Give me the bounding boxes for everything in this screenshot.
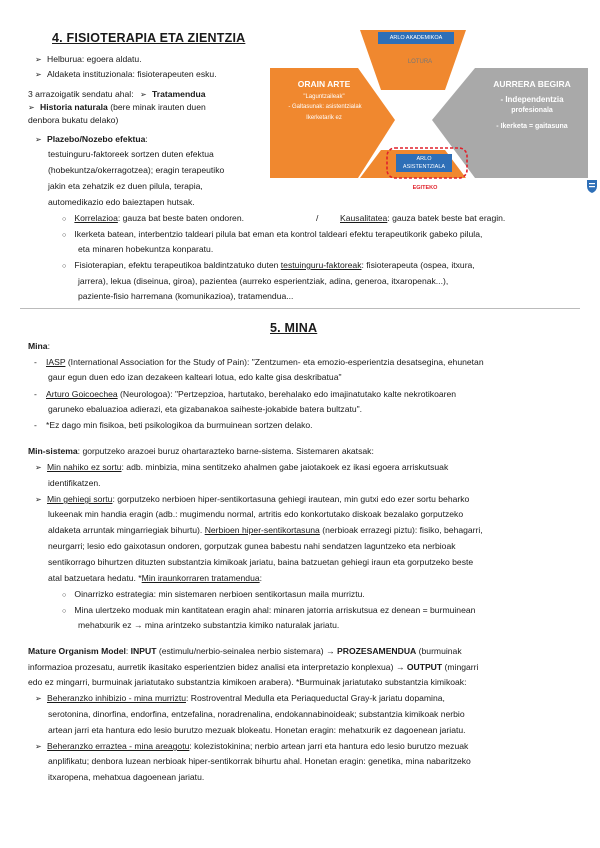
aurrera-begira-line-1: - Independentzia [500, 95, 564, 104]
circle-bullet-icon: ○ [62, 263, 67, 270]
reasons-line [28, 88, 205, 101]
historia-text-l2: denbora bukatu delako) [28, 115, 119, 125]
circle-bullet-icon: ○ [62, 608, 67, 615]
min-gehiegi-text-l4: neurgarri; lesio edo gaixotasun ondoren, gorputzak gunea babestu nahi sendatzen laguntzeko eta nerbioak [48, 541, 456, 551]
aurrera-begira-line-2: profesionala [511, 107, 553, 114]
mom-text-l2: informazioa prozesatu, aurretik ikasitako esperientzien bidez analisi eta interpretazio konplexua) → [28, 662, 407, 672]
mina-colon: : [47, 341, 50, 351]
min-nahiko-term: Min nahiko ez sortu [47, 462, 122, 472]
min-sistema-line [28, 445, 374, 457]
iasp-text: (International Association for the Study of Pain): "Zentzumen- eta emozio-esperientzia desatsegina, ehunetan [65, 357, 484, 367]
shield-logo-icon [587, 180, 597, 193]
sub-bullet-ikerketa [62, 228, 482, 242]
historia-text: (bere minak irauten duen [107, 102, 206, 112]
bullet-min-nahiko [35, 461, 448, 474]
output-label: OUTPUT [406, 662, 443, 672]
mom-label: Mature Organism Model [28, 646, 126, 656]
dash-bullet: - [34, 357, 37, 367]
bullet-aldaketa [35, 68, 217, 81]
egiteko-label: EGITEKO [412, 185, 438, 191]
min-sistema-text: : gorputzeko arazoei buruz ohartarazteko barne-sistema. Sistemaren akatsak: [77, 446, 374, 456]
separator-slash: / [316, 213, 319, 223]
fisioterapian-text: Fisioterapian, efektu terapeutikoa baldintzatuko duten [74, 260, 281, 270]
ikerketa-text-l2: eta minaren hobekuntza konparatu. [78, 244, 214, 254]
erraztea-text-l2: anplifikatu; denbora luzean nerbioak hiper-sentikorrak bihurtu ahal. Honetan eragin: genetika, mina nabaritzeko [48, 756, 471, 766]
fisioterapian-text-post: : fisioterapeuta (ospea, itxura, [361, 260, 475, 270]
orain-arte-line-2: - Galtasunak: asistentzialak [288, 104, 362, 110]
prozesamendua-label: PROZESAMENDUA [337, 646, 417, 656]
plazebo-text-l2: (hobekuntza/okerragotzea); eragin terapeutiko [48, 165, 225, 175]
arrow-bullet-icon: ➢ [35, 135, 42, 144]
circle-bullet-icon: ○ [62, 232, 67, 239]
def-note [34, 419, 313, 431]
dash-bullet: - [34, 420, 37, 430]
arrow-bullet-icon: ➢ [35, 742, 42, 751]
min-gehiegi-text-l5: sentikorrago bihurtzen dituzten substantzia kimikoak jariatu, baina batzuetan gehiegi iraun eta gorputzeko beste [48, 557, 474, 567]
plazebo-text-l1: testuinguru-faktoreek sortzen duten efektua [48, 149, 214, 159]
orain-arte-title: ORAIN ARTE [297, 79, 351, 89]
fisioterapian-text-l2: jarrera), lekua (diseinua, giroa), pazientea (aurreko esperientziak, adina, generoa, itxaropenak...), [78, 276, 449, 286]
tratamendua-colon: : [259, 573, 263, 583]
iasp-text-l2: gaur egun duen edo izan dezakeen kalteari lotua, edo kalte gisa deskribatua" [48, 372, 342, 382]
fisioterapian-text-l3: paziente-fisio harremana (komunikazioa), tratamendua... [78, 291, 294, 301]
arrow-bullet-icon: ➢ [139, 90, 147, 99]
min-nahiko-text: : adb. minbizia, mina sentitzeko ahalmen gabe jaiotakoek ez ikasi egoera arriskutsuak [121, 462, 449, 472]
min-sistema-label: Min-sistema [28, 446, 78, 456]
aurrera-begira-line-3: - Ikerketa = gaitasuna [496, 123, 568, 130]
profession-diagram [270, 28, 600, 198]
section-divider [20, 308, 580, 309]
bullet-text: Helburua: egoera aldatu. [47, 54, 142, 64]
testuinguru-term: testuinguru-faktoreak [280, 260, 362, 270]
input-label: INPUT [130, 646, 157, 656]
sub-bullet-korrelazioa [62, 212, 244, 226]
inhibizio-text-l2: serotonina, dinorfina, endorfina, entzefalina, noradrenalina, endokannabinoideak; substantzia kimikoak nerbio [48, 709, 465, 719]
def-iasp [34, 356, 484, 368]
kausalitatea [340, 212, 505, 224]
circle-bullet-icon: ○ [62, 216, 67, 223]
erraztea-term: Beheranzko erraztea - mina areagotu [47, 741, 190, 751]
min-gehiegi-text-l3: aldaketa arruntak mingarriegiak bihurtu). [48, 525, 205, 535]
bullet-beheranzko-erraztea [35, 740, 468, 753]
aurrera-begira-title: AURRERA BEGIRA [493, 79, 571, 89]
ikerketa-text-l1: Ikerketa batean, interbentzio taldeari pilula bat eman eta kontrol taldeari efektu terapeutikorik gabeko pilula, [74, 229, 483, 239]
plazebo-text-l3: jakin eta zehatzik ez duen pilula, terapia, [48, 181, 203, 191]
mina-heading [28, 340, 50, 352]
mina-label: Mina [28, 341, 48, 351]
korrelazioa-text: : gauza bat beste baten ondoren. [117, 213, 245, 223]
inhibizio-text: : Rostroventral Medulla eta Periaqueductal Gray-k jariatu dopamina, [186, 693, 445, 703]
orain-arte-line-1: "Laguntzaileak" [303, 94, 345, 100]
arlo-asistentziala-label-1: ARLO [416, 156, 432, 162]
erraztea-text-l3: itxaropena, mehatxua dagoenean jariatu. [48, 772, 205, 782]
mom-colon: : [125, 646, 131, 656]
tratamendua-term: Min iraunkorraren tratamendua [141, 573, 260, 583]
arrow-bullet-icon: ➢ [28, 103, 35, 112]
note-text: *Ez dago min fisikoa, beti psikologikoa da burmuinean sortzen delako. [46, 420, 313, 430]
goicoechea-term: Arturo Goicoechea [46, 389, 118, 399]
orain-arte-line-3: Ikerketarik ez [306, 115, 342, 121]
output-text: (mingarri [442, 662, 479, 672]
min-gehiegi-l6 [48, 572, 262, 584]
plazebo-text-l4: automedikazio edo baieztapen hutsak. [48, 197, 195, 207]
tratamendua-label: Tratamendua [151, 89, 206, 99]
historia-label: Historia naturala [40, 102, 108, 112]
bullet-beheranzko-inhibizio [35, 692, 445, 705]
inhibizio-term: Beheranzko inhibizio - mina murriztu [47, 693, 186, 703]
korrelazioa-term: Korrelazioa [74, 213, 118, 223]
goicoechea-text-l2: garuneko ebaluazioa adierazi, eta gizabanakoa saiheste-jokabide batera bultzatu". [48, 404, 363, 414]
bullet-helburua [35, 53, 142, 66]
reasons-text: 3 arrazoigatik sendatu ahal: [28, 89, 134, 99]
historia-line [28, 101, 206, 114]
mom-line-2 [28, 661, 478, 673]
prozesamendua-text: (burmuinak [416, 646, 462, 656]
mina-ulertzeko-text-l2: mehatxurik ez → mina arintzeko substantzia kimiko naturalak jariatu. [78, 620, 340, 630]
arrow-bullet-icon: ➢ [35, 495, 42, 504]
min-gehiegi-text-l6: atal batzuetara hedatu. * [48, 573, 142, 583]
arrow-bullet-icon: ➢ [35, 463, 42, 472]
arlo-akademikoa-label: ARLO AKADEMIKOA [389, 35, 443, 41]
circle-bullet-icon: ○ [62, 592, 67, 599]
iasp-term: IASP [46, 357, 66, 367]
arlo-asistentziala-label-2: ASISTENTZIALA [402, 164, 446, 170]
section-4-title: 4. FISIOTERAPIA ETA ZIENTZIA [52, 31, 246, 45]
min-gehiegi-text: : gorputzeko nerbioen hiper-sentikortasuna gehiegi irautean, min gutxi edo ezer sortu beharko [112, 494, 470, 504]
sub-bullet-oinarrizko [62, 588, 365, 602]
kausalitatea-text: : gauza batek beste bat eragin. [387, 213, 506, 223]
min-gehiegi-l3 [48, 524, 483, 536]
oinarrizko-text: Oinarrizko estrategia: min sistemaren nerbioen sentikortasun maila murriztu. [74, 589, 365, 599]
hiper-sentikortasuna-text: (nerbioak errazegi piztu): fisiko, behagarri, [319, 525, 483, 535]
input-text: (estimulu/nerbio-seinalea nerbio sistemara) → [156, 646, 337, 656]
min-gehiegi-term: Min gehiegi sortu [47, 494, 113, 504]
section-5-title: 5. MINA [270, 321, 318, 335]
mom-line-1 [28, 645, 462, 657]
def-goicoechea [34, 388, 456, 400]
lotura-label: LOTURA [407, 59, 433, 65]
sub-bullet-fisioterapian [62, 259, 475, 273]
mom-text-l3: edo ez mingarri, burmuinak jariatutako substantzia kimikoen arabera). *Burmuinak jariatutako substantzia kimikoak: [28, 677, 467, 687]
hiper-sentikortasuna-term: Nerbioen hiper-sentikortasuna [204, 525, 320, 535]
mina-ulertzeko-text: Mina ulertzeko moduak min kantitatean eragin ahal: minaren jatorria arriskutsua ez denean = burmuinean [74, 605, 476, 615]
sub-bullet-mina-ulertzeko [62, 604, 475, 618]
erraztea-text: : kolezistokinina; nerbio artean jarri eta hantura edo lesio burutzo mezuak [189, 741, 469, 751]
min-gehiegi-text-l2: lukeenak min handia eragin (adb.: mugimendu normal, artritis edo konkortutako diskoak bezalako gorputzeko [48, 509, 464, 519]
arrow-bullet-icon: ➢ [35, 70, 42, 79]
plazebo-label: Plazebo/Nozebo efektua [47, 134, 146, 144]
kausalitatea-term: Kausalitatea [340, 213, 388, 223]
goicoechea-text: (Neurologoa): "Pertzepzioa, hartutako, berehalako edo imajinatutako kalte nekrotikoaren [117, 389, 457, 399]
min-nahiko-text-l2: identifikatzen. [48, 478, 101, 488]
bullet-min-gehiegi [35, 493, 469, 506]
dash-bullet: - [34, 389, 37, 399]
arrow-bullet-icon: ➢ [35, 55, 42, 64]
arrow-bullet-icon: ➢ [35, 694, 42, 703]
bullet-text: Aldaketa instituzionala: fisioterapeuten esku. [47, 69, 217, 79]
inhibizio-text-l3: artean jarri eta hantura edo lesio burutzo mezuak blokeatu. Honetan eragin: mehatxurik ez dagoenean jariatu. [48, 725, 466, 735]
plazebo-colon: : [145, 134, 148, 144]
plazebo-line [35, 133, 148, 146]
